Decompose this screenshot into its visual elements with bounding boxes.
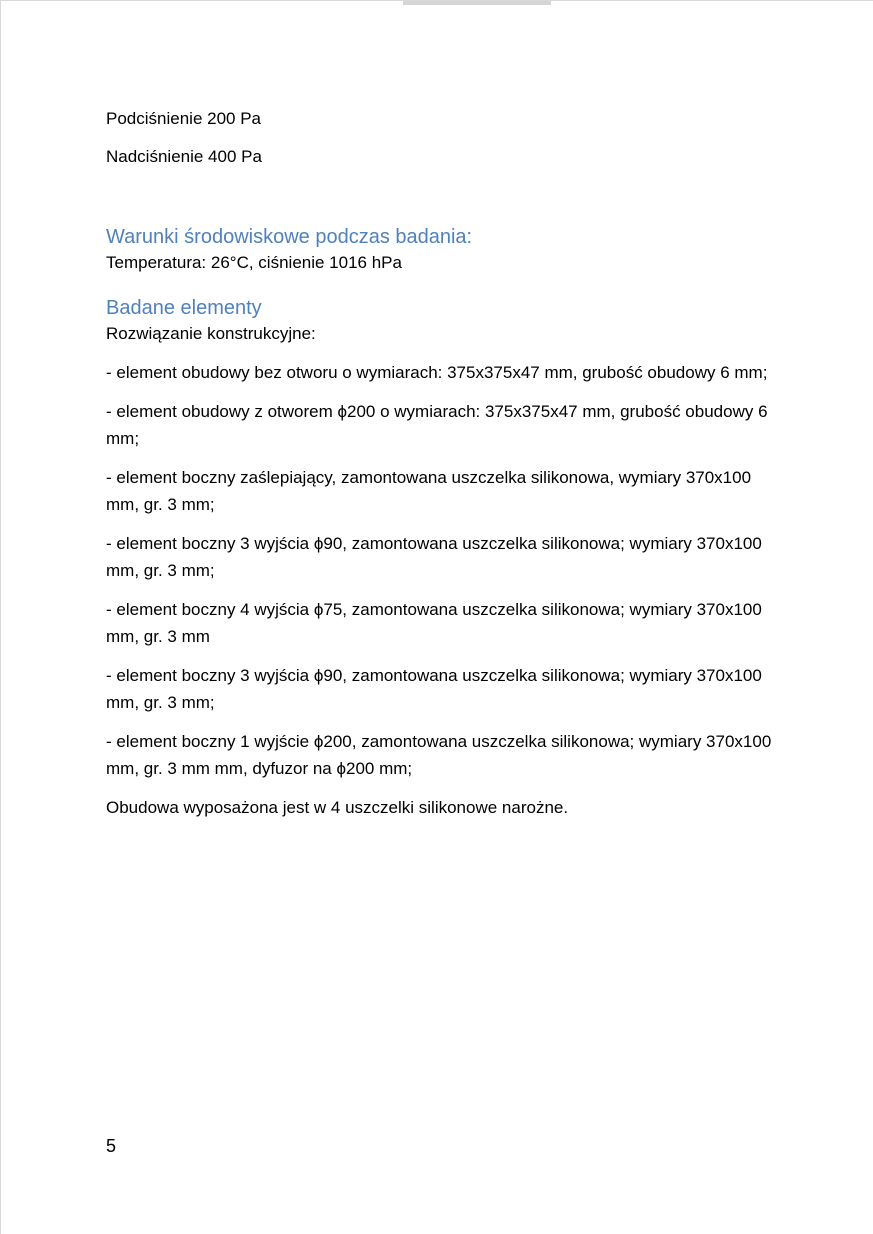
test-conditions-text: Temperatura: 26°C, ciśnienie 1016 hPa	[106, 253, 402, 272]
list-item: - element boczny zaślepiający, zamontowana uszczelka silikonowa, wymiary 370x100 mm, gr. 3 mm;	[106, 468, 752, 514]
closing-text: Obudowa wyposażona jest w 4 uszczelki silikonowe narożne.	[106, 798, 569, 817]
construction-intro: Rozwiązanie konstrukcyjne:	[106, 324, 316, 343]
top-tab-indicator	[403, 1, 551, 5]
heading-test-conditions: Warunki środowiskowe podczas badania:	[106, 226, 473, 248]
list-item: - element obudowy bez otworu o wymiarach: 375x375x47 mm, grubość obudowy 6 mm;	[106, 363, 768, 382]
page-content	[106, 105, 786, 821]
list-item: - element boczny 4 wyjścia ϕ75, zamontowana uszczelka silikonowa; wymiary 370x100 mm, gr. 3 mm	[106, 600, 762, 646]
pressure-line-overpressure: Nadciśnienie 400 Pa	[106, 147, 262, 166]
heading-tested-elements: Badane elementy	[106, 297, 262, 319]
list-item: - element boczny 3 wyjścia ϕ90, zamontowana uszczelka silikonowa; wymiary 370x100 mm, gr. 3 mm;	[106, 666, 762, 712]
list-item: - element boczny 1 wyjście ϕ200, zamontowana uszczelka silikonowa; wymiary 370x100 mm, gr. 3 mm mm, dyfuzor na ϕ200 mm;	[106, 732, 772, 778]
page-number: 5	[106, 1136, 117, 1156]
list-item: - element boczny 3 wyjścia ϕ90, zamontowana uszczelka silikonowa; wymiary 370x100 mm, gr. 3 mm;	[106, 534, 762, 580]
pressure-line-underpressure: Podciśnienie 200 Pa	[106, 109, 262, 128]
list-item: - element obudowy z otworem ϕ200 o wymiarach: 375x375x47 mm, grubość obudowy 6 mm;	[106, 402, 768, 448]
